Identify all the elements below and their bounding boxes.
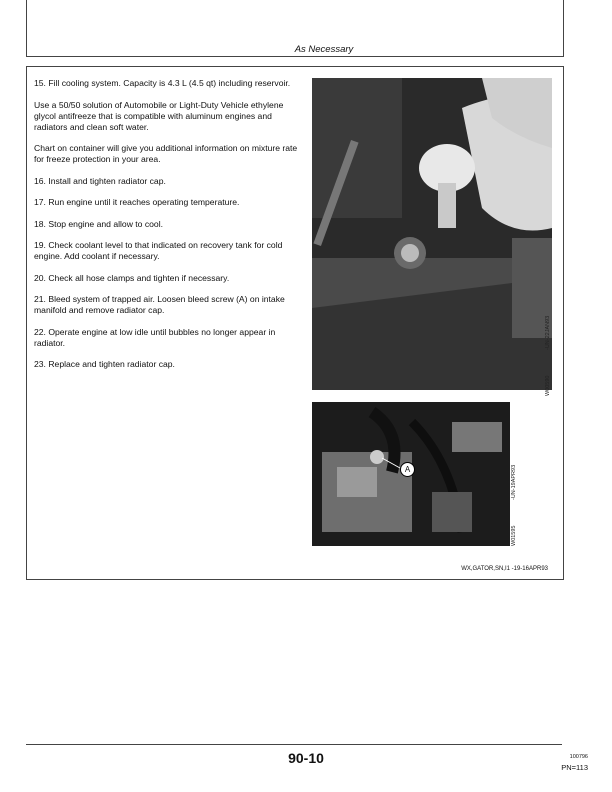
step-18: 18. Stop engine and allow to cool. [34,218,163,229]
instruction-list [34,78,302,381]
photo2-id: -UN-19APR93 [511,464,517,500]
footer-divider [26,744,562,745]
page-number: 90-10 [288,750,324,766]
step-17: 17. Run engine until it reaches operating temperature. [34,197,240,207]
callout-a: A [400,462,415,477]
photo1-id: -UN-22JAN93 [545,315,551,350]
antifreeze-note: Use a 50/50 solution of Automobile or Light-Duty Vehicle ethylene glycol antifreeze that is compatible with aluminum engines and radiators and clean soft water. [34,99,284,132]
section-title: As Necessary [294,44,354,55]
step-15: 15. Fill cooling system. Capacity is 4.3 L (4.5 qt) including reservoir. [34,78,291,88]
chart-note: Chart on container will give you additional information on mixture rate for freeze protection in your area. [34,143,298,164]
step-22: 22. Operate engine at low idle until bubbles no longer appear in radiator. [34,326,276,348]
doc-reference: WX,GATOR,SN,I1 -19-16APR93 [461,566,548,572]
step-19: 19. Check coolant level to that indicated on recovery tank for cold engine. Add coolant if necessary. [34,240,283,261]
radiator-fill-photo [312,78,552,390]
step-20: 20. Check all hose clamps and tighten if necessary. [34,272,230,283]
page-code: PN=113 [561,763,588,772]
step-23: 23. Replace and tighten radiator cap. [34,359,175,369]
photo1-code: W00590 [545,375,551,396]
photo2-code: W01595 [511,525,517,546]
step-21: 21. Bleed system of trapped air. Loosen bleed screw (A) on intake manifold and remove radiator cap. [34,294,285,315]
step-16: 16. Install and tighten radiator cap. [34,175,166,186]
radiator-fill-illustration [312,78,552,390]
doc-date: 100796 [569,754,588,760]
